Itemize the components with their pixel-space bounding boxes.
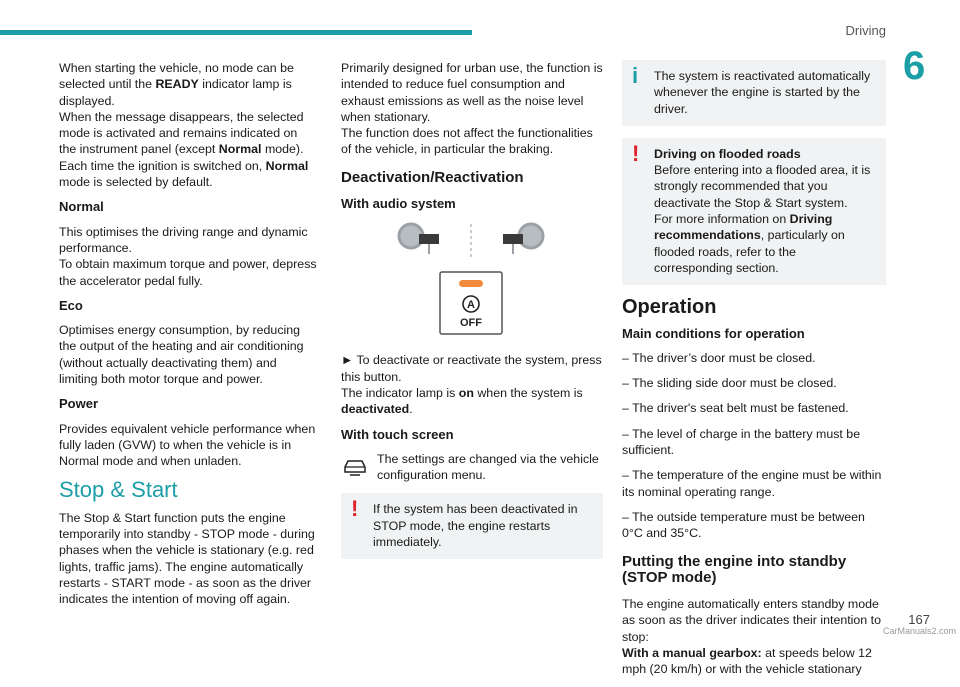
warning-icon: ! — [351, 496, 359, 522]
intro-text-1a: When starting the vehicle, no mode can be selected until the — [59, 61, 294, 92]
list-item: – The outside temperature must be between 0°C and 35°C. — [622, 509, 865, 541]
normal-text: This optimises the driving range and dynamic performance. — [59, 224, 308, 255]
col2-p1: Primarily designed for urban use, the function is intended to reduce fuel consumption and exhaust emissions as well as the noise level when stationary. — [341, 61, 603, 124]
touch-screen-text: The settings are changed via the vehicle configuration menu. — [377, 451, 599, 483]
lamp-mid: when the system is — [473, 385, 583, 400]
list-item: – The sliding side door must be closed. — [622, 376, 837, 391]
watermark: CarManuals2.com — [882, 626, 956, 636]
intro-normal-1: Normal — [218, 142, 262, 157]
dashboard-illustration — [341, 220, 603, 340]
running-header: Driving — [845, 23, 886, 38]
intro-ready: READY — [155, 77, 199, 92]
intro-paragraph — [59, 60, 317, 190]
intro-text-3a: Each time the ignition is switched on, — [59, 158, 266, 173]
list-item: – The level of charge in the battery must be sufficient. — [622, 426, 861, 458]
standby-heading: Putting the engine into standby (STOP mode) — [622, 552, 847, 586]
power-heading: Power — [59, 396, 99, 412]
list-item: – The temperature of the engine must be within its nominal operating range. — [622, 468, 882, 499]
eco-text: Optimises energy consumption, by reducing the output of the heating and air conditioning (without actually deactivating them) and limiting both motor torque and power. — [59, 323, 304, 387]
header-accent-bar — [0, 30, 472, 35]
warning-note — [341, 493, 603, 559]
lamp-on: on — [458, 385, 474, 400]
intro-normal-2: Normal — [265, 158, 309, 173]
column-3 — [622, 60, 886, 687]
flooded-roads-content — [632, 140, 876, 276]
list-item: – The driver's seat belt must be fastened. — [622, 401, 849, 416]
touch-screen-row — [341, 451, 603, 484]
intro-text-2b: mode). — [261, 142, 304, 157]
eco-heading: Eco — [59, 297, 83, 313]
steering-wheel-icon — [399, 224, 439, 254]
standby-paragraph — [622, 596, 886, 677]
col2-paragraph — [341, 60, 603, 158]
intro-text-2a: When the message disappears, the selected mode is activated and remains indicated on the instrument panel (except — [59, 109, 304, 157]
press-text: ► To deactivate or reactivate the system, press this button. — [341, 353, 602, 384]
button-letter: A — [467, 299, 475, 312]
info-note — [622, 60, 886, 126]
page-number: 167 — [908, 612, 930, 627]
touch-screen-heading: With touch screen — [341, 426, 454, 442]
normal-text-2: To obtain maximum torque and power, depress the accelerator pedal fully. — [59, 257, 317, 288]
flooded-more-pre: For more information on — [654, 212, 790, 227]
column-1 — [59, 60, 317, 617]
flooded-roads-note — [622, 138, 886, 285]
lamp-pre: The indicator lamp is — [341, 385, 459, 400]
warning-icon: ! — [632, 140, 640, 166]
lamp-deactivated: deactivated — [341, 402, 410, 417]
intro-text-3b: mode is selected by default. — [59, 175, 213, 190]
lamp-end: . — [409, 402, 413, 417]
info-icon: i — [632, 63, 639, 88]
list-item: – The driver’s door must be closed. — [622, 350, 816, 365]
standby-text: The engine automatically enters standby mode as soon as the driver indicates their intention to stop: — [622, 597, 881, 644]
conditions-list — [622, 350, 886, 542]
normal-paragraph — [59, 224, 317, 289]
button-off-label: OFF — [460, 317, 482, 330]
flooded-more-post: , particularly on flooded roads, refer to the corresponding section. — [654, 228, 845, 275]
intro-text-1b: indicator lamp is displayed. — [59, 77, 292, 108]
info-note-text: The system is reactivated automatically whenever the engine is started by the driver. — [654, 69, 871, 116]
manual-gearbox-text: at speeds below 12 mph (20 km/h) or with the vehicle stationary — [622, 646, 872, 677]
flooded-roads-text: Before entering into a flooded area, it is strongly recommended that you deactivate the Stop & Start system. — [654, 163, 871, 210]
touch-screen-car-icon — [341, 451, 369, 479]
chapter-number: 6 — [903, 44, 926, 88]
flooded-more-bold: Driving recommendations — [654, 212, 833, 243]
manual-gearbox-label: With a manual gearbox: — [622, 646, 762, 661]
warning-note-text: If the system has been deactivated in STOP mode, the engine restarts immediately. — [373, 502, 578, 550]
steering-wheel-icon-right — [503, 224, 543, 254]
deactivation-heading: Deactivation/Reactivation — [341, 168, 524, 186]
normal-heading: Normal — [59, 199, 104, 215]
stop-start-heading: Stop & Start — [59, 476, 178, 502]
col2-p2: The function does not affect the functionalities of the vehicle, in particular the braking. — [341, 126, 593, 157]
stop-start-off-button-icon — [391, 220, 551, 340]
press-paragraph — [341, 352, 603, 417]
flooded-roads-title: Driving on flooded roads — [654, 146, 801, 161]
operation-heading: Operation — [622, 296, 717, 319]
power-text: Provides equivalent vehicle performance when fully laden (GVW) to when the vehicle is in Normal mode and when unladen. — [59, 421, 316, 469]
conditions-heading: Main conditions for operation — [622, 325, 805, 341]
audio-system-heading: With audio system — [341, 196, 456, 212]
stop-start-text: The Stop & Start function puts the engine temporarily into standby - STOP mode - during phases when the vehicle is stationary (e.g. red lights, traffic jams). The engine automatically restarts - START mode - as soon as the driver indicates the intention of moving off again. — [59, 510, 315, 607]
column-2 — [341, 60, 603, 571]
